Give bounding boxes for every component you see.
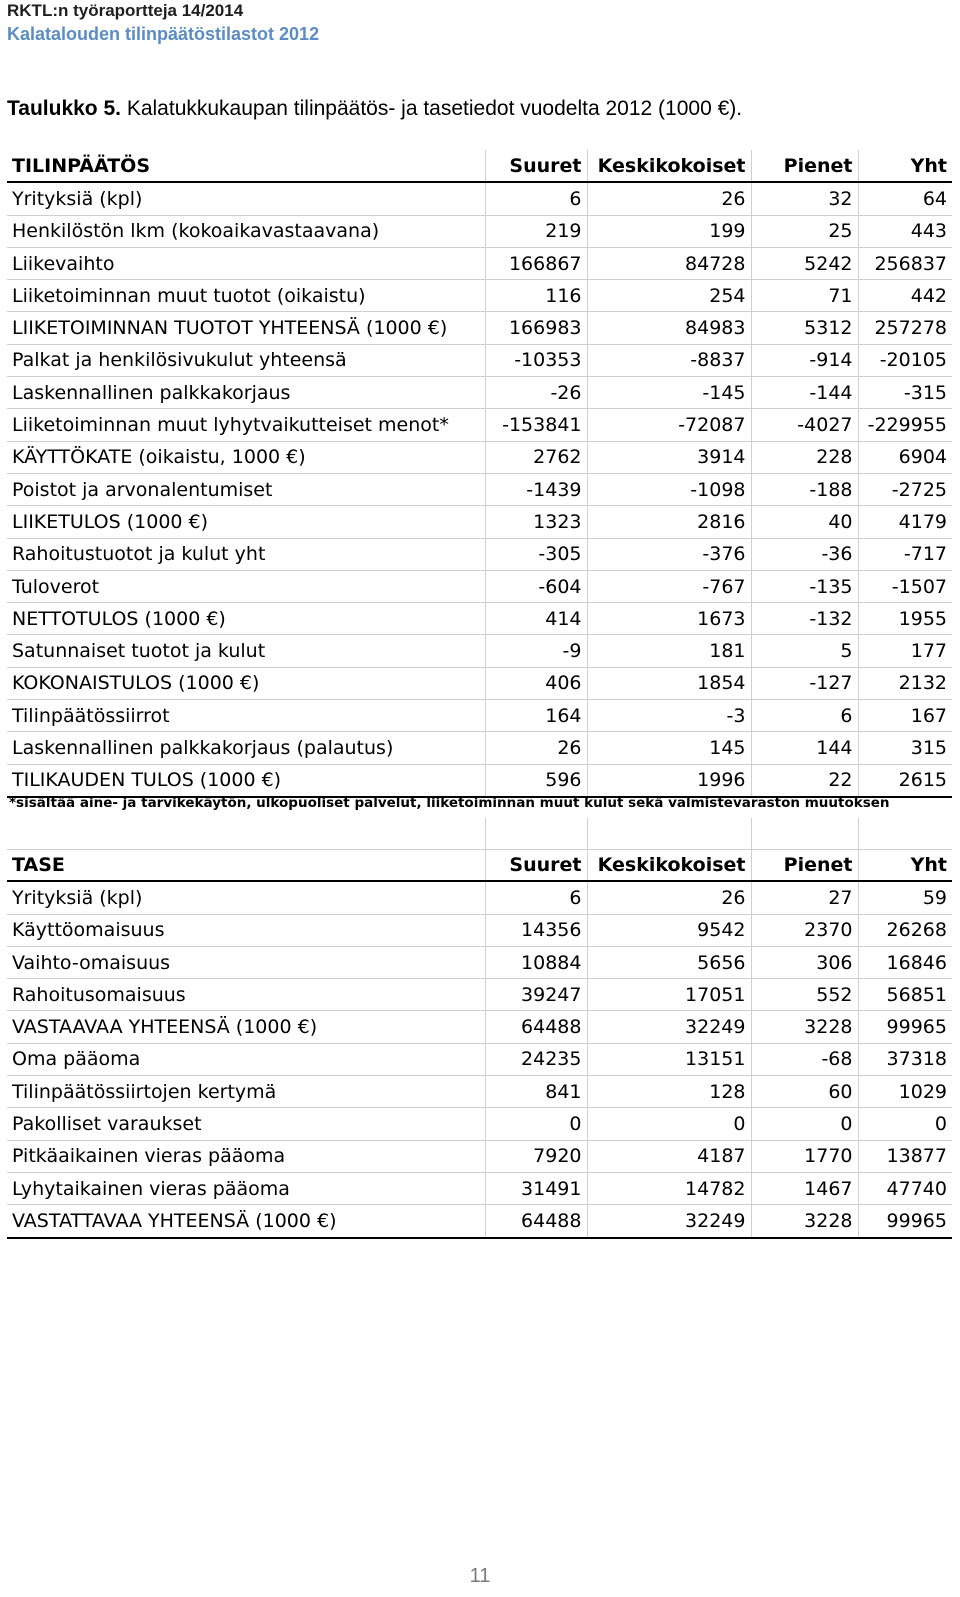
row-label: Rahoitusomaisuus bbox=[7, 979, 485, 1011]
value-cell: 60 bbox=[751, 1076, 858, 1108]
row-label: Yrityksiä (kpl) bbox=[7, 881, 485, 914]
table-row bbox=[7, 538, 952, 570]
table-row bbox=[7, 280, 952, 312]
value-cell: -153841 bbox=[485, 409, 587, 441]
report-subtitle: Kalatalouden tilinpäätöstilastot 2012 bbox=[7, 24, 320, 44]
value-cell: 2816 bbox=[587, 506, 751, 538]
value-cell: -145 bbox=[587, 377, 751, 409]
value-cell: 13151 bbox=[587, 1043, 751, 1075]
value-cell: 199 bbox=[587, 215, 751, 247]
value-cell: -315 bbox=[858, 377, 952, 409]
value-cell: -1507 bbox=[858, 570, 952, 602]
row-label: Pitkäaikainen vieras pääoma bbox=[7, 1140, 485, 1172]
value-cell: 442 bbox=[858, 280, 952, 312]
value-cell: 2615 bbox=[858, 764, 952, 797]
value-cell: -144 bbox=[751, 377, 858, 409]
table-row bbox=[7, 667, 952, 699]
value-cell: 166867 bbox=[485, 247, 587, 279]
value-cell: 596 bbox=[485, 764, 587, 797]
value-cell: 99965 bbox=[858, 1011, 952, 1043]
value-cell: 32249 bbox=[587, 1011, 751, 1043]
row-label: Yrityksiä (kpl) bbox=[7, 182, 485, 215]
value-cell: 443 bbox=[858, 215, 952, 247]
row-label: KOKONAISTULOS (1000 €) bbox=[7, 667, 485, 699]
value-cell: 315 bbox=[858, 732, 952, 764]
row-label: LIIKETULOS (1000 €) bbox=[7, 506, 485, 538]
value-cell: 37318 bbox=[858, 1043, 952, 1075]
empty-row bbox=[7, 818, 952, 850]
value-cell: 228 bbox=[751, 441, 858, 473]
value-cell: -604 bbox=[485, 570, 587, 602]
value-cell: 166983 bbox=[485, 312, 587, 344]
value-cell: 144 bbox=[751, 732, 858, 764]
value-cell: 1323 bbox=[485, 506, 587, 538]
value-cell: 145 bbox=[587, 732, 751, 764]
value-cell: 26 bbox=[587, 881, 751, 914]
value-cell: 26 bbox=[587, 182, 751, 215]
table-row bbox=[7, 1205, 952, 1238]
value-cell: 40 bbox=[751, 506, 858, 538]
cell-divider bbox=[858, 818, 859, 849]
row-label: Liiketoiminnan muut lyhytvaikutteiset menot* bbox=[7, 409, 485, 441]
column-header: Yht bbox=[858, 849, 952, 881]
value-cell: 164 bbox=[485, 700, 587, 732]
value-cell: 406 bbox=[485, 667, 587, 699]
value-cell: 1996 bbox=[587, 764, 751, 797]
value-cell: 99965 bbox=[858, 1205, 952, 1238]
value-cell: 167 bbox=[858, 700, 952, 732]
value-cell: -127 bbox=[751, 667, 858, 699]
value-cell: 1854 bbox=[587, 667, 751, 699]
value-cell: 306 bbox=[751, 946, 858, 978]
value-cell: 1955 bbox=[858, 603, 952, 635]
value-cell: 17051 bbox=[587, 979, 751, 1011]
value-cell: -229955 bbox=[858, 409, 952, 441]
value-cell: 2370 bbox=[751, 914, 858, 946]
table-row bbox=[7, 1076, 952, 1108]
table-row bbox=[7, 1108, 952, 1140]
value-cell: -376 bbox=[587, 538, 751, 570]
value-cell: 16846 bbox=[858, 946, 952, 978]
value-cell: 181 bbox=[587, 635, 751, 667]
value-cell: -132 bbox=[751, 603, 858, 635]
balance-sheet-table bbox=[7, 849, 952, 1239]
value-cell: 26 bbox=[485, 732, 587, 764]
value-cell: 27 bbox=[751, 881, 858, 914]
value-cell: -767 bbox=[587, 570, 751, 602]
value-cell: 13877 bbox=[858, 1140, 952, 1172]
row-label: KÄYTTÖKATE (oikaistu, 1000 €) bbox=[7, 441, 485, 473]
value-cell: 84728 bbox=[587, 247, 751, 279]
value-cell: 84983 bbox=[587, 312, 751, 344]
value-cell: 0 bbox=[485, 1108, 587, 1140]
value-cell: 4179 bbox=[858, 506, 952, 538]
column-header: Yht bbox=[858, 150, 952, 182]
value-cell: 7920 bbox=[485, 1140, 587, 1172]
value-cell: -68 bbox=[751, 1043, 858, 1075]
value-cell: -1098 bbox=[587, 473, 751, 505]
value-cell: 10884 bbox=[485, 946, 587, 978]
value-cell: -305 bbox=[485, 538, 587, 570]
table-row bbox=[7, 700, 952, 732]
table-caption bbox=[7, 97, 742, 121]
row-label: VASTATTAVAA YHTEENSÄ (1000 €) bbox=[7, 1205, 485, 1238]
value-cell: 14356 bbox=[485, 914, 587, 946]
footnote: *sisältää aine- ja tarvikekäytön, ulkopuoliset palvelut, liiketoiminnan muut kulut sekä valmistevaraston muutoksen bbox=[9, 795, 890, 811]
value-cell: -2725 bbox=[858, 473, 952, 505]
value-cell: 128 bbox=[587, 1076, 751, 1108]
value-cell: 3228 bbox=[751, 1011, 858, 1043]
value-cell: 6 bbox=[751, 700, 858, 732]
value-cell: 6904 bbox=[858, 441, 952, 473]
value-cell: 177 bbox=[858, 635, 952, 667]
row-label: Poistot ja arvonalentumiset bbox=[7, 473, 485, 505]
value-cell: 5 bbox=[751, 635, 858, 667]
value-cell: 6 bbox=[485, 182, 587, 215]
table-row bbox=[7, 979, 952, 1011]
row-label: Vaihto-omaisuus bbox=[7, 946, 485, 978]
column-header: Pienet bbox=[751, 150, 858, 182]
value-cell: 64488 bbox=[485, 1205, 587, 1238]
row-label: Laskennallinen palkkakorjaus (palautus) bbox=[7, 732, 485, 764]
table-header-row bbox=[7, 150, 952, 182]
row-label: LIIKETOIMINNAN TUOTOT YHTEENSÄ (1000 €) bbox=[7, 312, 485, 344]
table-row bbox=[7, 732, 952, 764]
table-row bbox=[7, 1172, 952, 1204]
row-label: Käyttöomaisuus bbox=[7, 914, 485, 946]
column-header: Pienet bbox=[751, 849, 858, 881]
value-cell: 5312 bbox=[751, 312, 858, 344]
table-row bbox=[7, 344, 952, 376]
value-cell: 254 bbox=[587, 280, 751, 312]
value-cell: -188 bbox=[751, 473, 858, 505]
value-cell: -10353 bbox=[485, 344, 587, 376]
row-label: Rahoitustuotot ja kulut yht bbox=[7, 538, 485, 570]
value-cell: 3228 bbox=[751, 1205, 858, 1238]
row-label: Lyhytaikainen vieras pääoma bbox=[7, 1172, 485, 1204]
caption-text: Kalatukkukaupan tilinpäätös- ja tasetiedot vuodelta 2012 (1000 €). bbox=[126, 97, 743, 120]
row-label: Palkat ja henkilösivukulut yhteensä bbox=[7, 344, 485, 376]
value-cell: 116 bbox=[485, 280, 587, 312]
row-label: VASTAAVAA YHTEENSÄ (1000 €) bbox=[7, 1011, 485, 1043]
value-cell: 5656 bbox=[587, 946, 751, 978]
value-cell: 71 bbox=[751, 280, 858, 312]
value-cell: 47740 bbox=[858, 1172, 952, 1204]
value-cell: 219 bbox=[485, 215, 587, 247]
page-number: 11 bbox=[469, 1565, 491, 1587]
value-cell: 14782 bbox=[587, 1172, 751, 1204]
value-cell: -8837 bbox=[587, 344, 751, 376]
table-row bbox=[7, 881, 952, 914]
value-cell: -4027 bbox=[751, 409, 858, 441]
value-cell: 2132 bbox=[858, 667, 952, 699]
table-row bbox=[7, 441, 952, 473]
value-cell: 0 bbox=[587, 1108, 751, 1140]
value-cell: 5242 bbox=[751, 247, 858, 279]
table-row bbox=[7, 473, 952, 505]
value-cell: 64 bbox=[858, 182, 952, 215]
value-cell: 26268 bbox=[858, 914, 952, 946]
table-row bbox=[7, 1140, 952, 1172]
value-cell: 2762 bbox=[485, 441, 587, 473]
report-series-title: RKTL:n työraportteja 14/2014 bbox=[7, 1, 244, 20]
value-cell: -717 bbox=[858, 538, 952, 570]
value-cell: -20105 bbox=[858, 344, 952, 376]
value-cell: 0 bbox=[751, 1108, 858, 1140]
value-cell: 24235 bbox=[485, 1043, 587, 1075]
value-cell: 1673 bbox=[587, 603, 751, 635]
table-row bbox=[7, 506, 952, 538]
value-cell: 39247 bbox=[485, 979, 587, 1011]
value-cell: -135 bbox=[751, 570, 858, 602]
value-cell: 1029 bbox=[858, 1076, 952, 1108]
value-cell: 22 bbox=[751, 764, 858, 797]
row-label: NETTOTULOS (1000 €) bbox=[7, 603, 485, 635]
row-label: Satunnaiset tuotot ja kulut bbox=[7, 635, 485, 667]
cell-divider bbox=[751, 818, 752, 849]
row-label: Liiketoiminnan muut tuotot (oikaistu) bbox=[7, 280, 485, 312]
value-cell: 9542 bbox=[587, 914, 751, 946]
table-header-row bbox=[7, 849, 952, 881]
table-row bbox=[7, 215, 952, 247]
value-cell: 256837 bbox=[858, 247, 952, 279]
table-row bbox=[7, 409, 952, 441]
value-cell: -36 bbox=[751, 538, 858, 570]
column-header: TASE bbox=[7, 849, 485, 881]
table-row bbox=[7, 570, 952, 602]
row-label: Tilinpäätössiirtojen kertymä bbox=[7, 1076, 485, 1108]
value-cell: 6 bbox=[485, 881, 587, 914]
value-cell: 56851 bbox=[858, 979, 952, 1011]
row-label: Liikevaihto bbox=[7, 247, 485, 279]
row-label: Oma pääoma bbox=[7, 1043, 485, 1075]
value-cell: 64488 bbox=[485, 1011, 587, 1043]
value-cell: 25 bbox=[751, 215, 858, 247]
value-cell: 841 bbox=[485, 1076, 587, 1108]
table-row bbox=[7, 603, 952, 635]
row-label: Henkilöstön lkm (kokoaikavastaavana) bbox=[7, 215, 485, 247]
value-cell: 552 bbox=[751, 979, 858, 1011]
value-cell: 414 bbox=[485, 603, 587, 635]
value-cell: 4187 bbox=[587, 1140, 751, 1172]
table-row bbox=[7, 635, 952, 667]
table-row bbox=[7, 247, 952, 279]
value-cell: -26 bbox=[485, 377, 587, 409]
value-cell: 32249 bbox=[587, 1205, 751, 1238]
row-label: Laskennallinen palkkakorjaus bbox=[7, 377, 485, 409]
value-cell: 31491 bbox=[485, 1172, 587, 1204]
column-header: Keskikokoiset bbox=[587, 849, 751, 881]
caption-label: Taulukko 5. bbox=[7, 97, 121, 120]
table-row bbox=[7, 377, 952, 409]
column-header: TILINPÄÄTÖS bbox=[7, 150, 485, 182]
cell-divider bbox=[485, 818, 486, 849]
value-cell: 1770 bbox=[751, 1140, 858, 1172]
table-row bbox=[7, 914, 952, 946]
table-row bbox=[7, 182, 952, 215]
value-cell: 3914 bbox=[587, 441, 751, 473]
table-row bbox=[7, 1043, 952, 1075]
table-row bbox=[7, 312, 952, 344]
income-statement-table bbox=[7, 150, 952, 798]
row-label: Pakolliset varaukset bbox=[7, 1108, 485, 1140]
value-cell: -72087 bbox=[587, 409, 751, 441]
value-cell: -3 bbox=[587, 700, 751, 732]
value-cell: 0 bbox=[858, 1108, 952, 1140]
table-row bbox=[7, 1011, 952, 1043]
column-header: Suuret bbox=[485, 150, 587, 182]
row-label: TILIKAUDEN TULOS (1000 €) bbox=[7, 764, 485, 797]
value-cell: -9 bbox=[485, 635, 587, 667]
row-label: Tuloverot bbox=[7, 570, 485, 602]
table-row bbox=[7, 946, 952, 978]
value-cell: 59 bbox=[858, 881, 952, 914]
cell-divider bbox=[587, 818, 588, 849]
value-cell: -1439 bbox=[485, 473, 587, 505]
value-cell: -914 bbox=[751, 344, 858, 376]
column-header: Keskikokoiset bbox=[587, 150, 751, 182]
table-row bbox=[7, 764, 952, 797]
column-header: Suuret bbox=[485, 849, 587, 881]
value-cell: 1467 bbox=[751, 1172, 858, 1204]
value-cell: 257278 bbox=[858, 312, 952, 344]
value-cell: 32 bbox=[751, 182, 858, 215]
row-label: Tilinpäätössiirrot bbox=[7, 700, 485, 732]
